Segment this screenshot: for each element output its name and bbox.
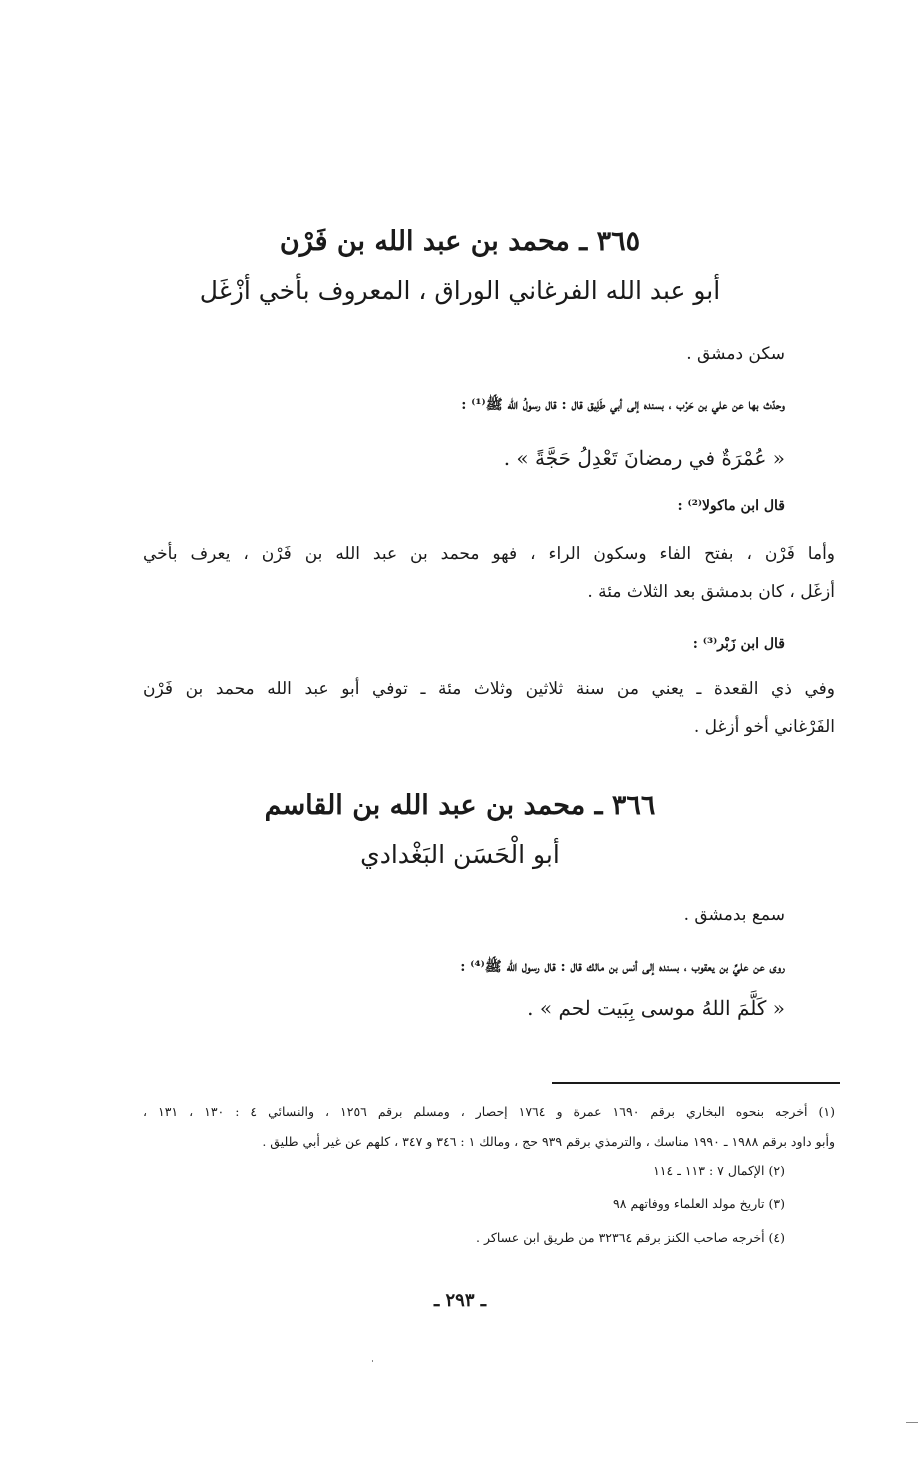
footnote-4: (٤) أخرجه صاحب الكنز برقم ٣٢٣٦٤ من طريق ابن عساكر . bbox=[476, 1230, 785, 1245]
entry-365-line-9: الفَرْغاني أخو أزغل . bbox=[693, 717, 835, 737]
page-number: ـ ٢٩٣ ـ bbox=[433, 1290, 487, 1311]
scan-edge-mark bbox=[906, 1422, 918, 1423]
footnote-2: (٢) الإكمال ٧ : ١١٣ ـ ١١٤ bbox=[653, 1163, 785, 1178]
entry-365-line-7: قال ابن زَبْر⁽³⁾ : bbox=[692, 636, 785, 652]
entry-366-heading: ٣٦٦ ـ محمد بن عبد الله بن القاسم bbox=[264, 790, 656, 821]
entry-365-hadith: « عُمْرَةٌ في رمضانَ تَعْدِلُ حَجَّةً » . bbox=[503, 446, 785, 470]
footnote-3: (٣) تاريخ مولد العلماء ووفاتهم ٩٨ bbox=[613, 1196, 785, 1211]
entry-365-line-1: سكن دمشق . bbox=[686, 344, 785, 364]
entry-366-line-1: سمع بدمشق . bbox=[683, 905, 785, 925]
entry-365-line-4: قال ابن ماكولا⁽²⁾ : bbox=[677, 498, 785, 514]
entry-365-line-2: وحدّث بها عن علي بن حَرْب ، بسنده إلى أبي طَلِيق قال : قال رسولُ الله ﷺ⁽¹⁾ : bbox=[461, 397, 785, 413]
footnote-1-line-1: (١) أخرجه بنحوه البخاري برقم ١٦٩٠ عمرة و ١٧٦٤ إحصار ، ومسلم برقم ١٢٥٦ ، والنسائي ٤ : ١٣٠ ، ١٣١ ، bbox=[143, 1104, 835, 1119]
entry-365-line-8: وفي ذي القعدة ـ يعني من سنة ثلاثين وثلاث مئة ـ توفي أبو عبد الله محمد بن فَرْن bbox=[143, 679, 835, 699]
entry-365-line-6: أزغَل ، كان بدمشق بعد الثلاث مئة . bbox=[587, 582, 835, 602]
scan-speck bbox=[372, 1360, 373, 1362]
entry-366-subheading: أبو الْحَسَن البَغْدادي bbox=[360, 840, 560, 869]
footnote-1-line-2: وأبو داود برقم ١٩٨٨ ـ ١٩٩٠ مناسك ، والترمذي برقم ٩٣٩ حج ، ومالك ١ : ٣٤٦ و ٣٤٧ ، كلهم عن غير أبي طليق . bbox=[262, 1134, 835, 1149]
entry-366-line-2: روى عن عليِّ بن يعقوب ، بسنده إلى أنس بن مالك قال : قال رسول الله ﷺ⁽⁴⁾ : bbox=[460, 959, 785, 975]
entry-365-heading: ٣٦٥ ـ محمد بن عبد الله بن فَرْن bbox=[279, 226, 641, 257]
entry-365-subheading: أبو عبد الله الفرغاني الوراق ، المعروف بأخي أزْغَل bbox=[199, 276, 721, 305]
entry-366-hadith: « كَلَّمَ اللهُ موسى بِبَيت لحم » . bbox=[527, 996, 785, 1020]
footnote-separator bbox=[552, 1082, 840, 1084]
entry-365-line-5: وأما فَرْن ، بفتح الفاء وسكون الراء ، فهو محمد بن عبد الله بن فَرْن ، يعرف بأخي bbox=[143, 544, 835, 564]
